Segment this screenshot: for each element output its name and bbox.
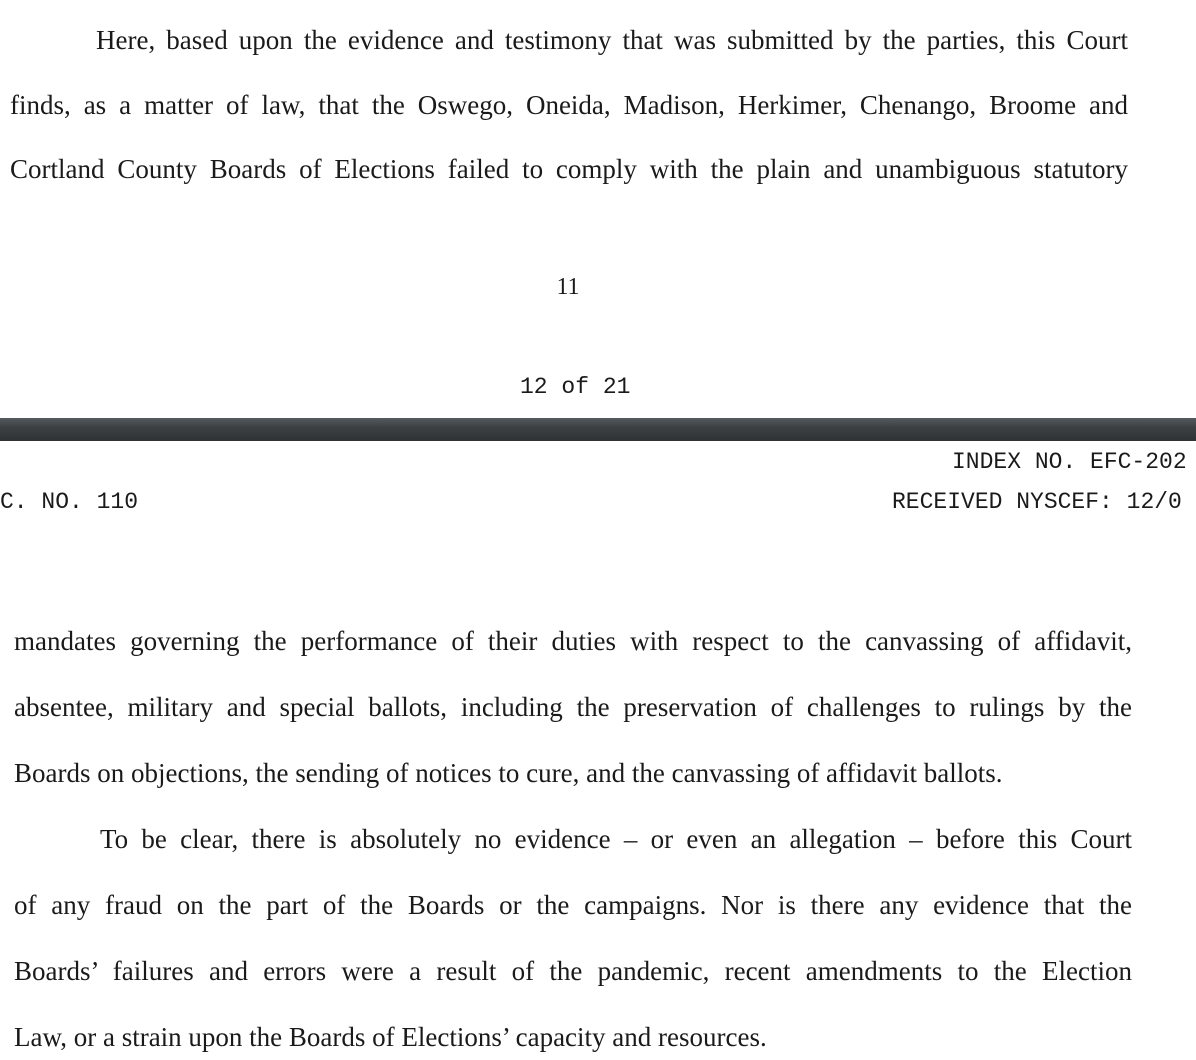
page-count: 12 of 21 xyxy=(520,374,631,400)
paragraph-line: of any fraud on the part of the Boards or the campaigns. Nor is there any evidence that the xyxy=(14,890,1132,920)
index-number: INDEX NO. EFC-202 xyxy=(952,449,1187,475)
document-page-lower xyxy=(0,441,1196,1060)
paragraph-line: absentee, military and special ballots, including the preservation of challenges to rulings by the xyxy=(14,692,1132,722)
page-divider xyxy=(0,418,1196,441)
page-number: 11 xyxy=(556,274,580,300)
paragraph-line: finds, as a matter of law, that the Oswego, Oneida, Madison, Herkimer, Chenango, Broome and xyxy=(10,90,1128,120)
paragraph-line: Boards on objections, the sending of notices to cure, and the canvassing of affidavit ballots. xyxy=(14,758,1003,788)
paragraph-line: Law, or a strain upon the Boards of Elections’ capacity and resources. xyxy=(14,1022,767,1052)
paragraph-line: Here, based upon the evidence and testimony that was submitted by the parties, this Court xyxy=(96,25,1128,55)
paragraph-line: Cortland County Boards of Elections failed to comply with the plain and unambiguous statutory xyxy=(10,154,1128,184)
document-number: C. NO. 110 xyxy=(0,489,139,515)
received-stamp: RECEIVED NYSCEF: 12/0 xyxy=(892,489,1182,515)
paragraph-line: To be clear, there is absolutely no evidence – or even an allegation – before this Court xyxy=(100,824,1132,854)
paragraph-line: Boards’ failures and errors were a result of the pandemic, recent amendments to the Election xyxy=(14,956,1132,986)
document-page-upper xyxy=(0,0,1196,418)
paragraph-line: mandates governing the performance of their duties with respect to the canvassing of affidavit, xyxy=(14,626,1132,656)
